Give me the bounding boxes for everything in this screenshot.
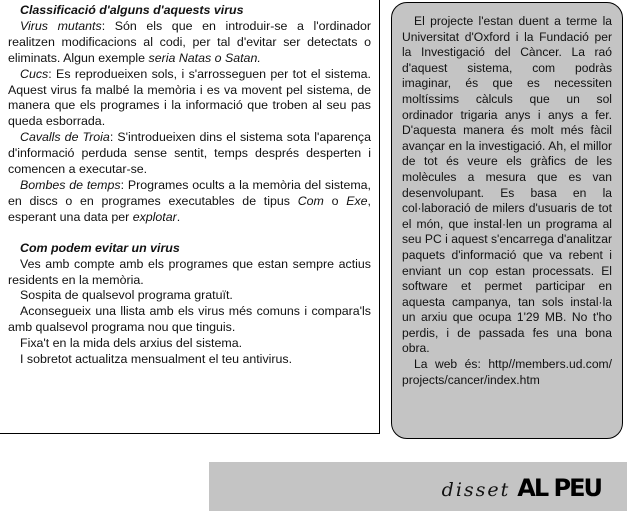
sidebar-paragraph: El projecte l'estan duent a terme la Universitat d'Oxford i la Fundació per la Investigació del Càncer. La raó d'aquest sistema, com podràs imaginar, és que es necessiten moltíssims càlculs que un sol ordinador trigaria anys i anys a fer. D'aquesta manera és molt més fàcil avançar en la investigació. Ah, el millor de tot és veure els gràfics de les molècules a mesura que es van desenvolupant. Es basa en la col·laboració de milers d'usuaris de tot el món, que instal·len un programa al seu PC i aquest s'encarrega d'analitzar paquets d'informació que va rebent i enviant un cop estan processats. El software et permet participar en aquesta campanya, tan sols instal·la un arxiu que ocupa 1'29 MB. No t'ho perdis, i de passada fes una bona obra. bbox=[402, 14, 612, 356]
examples-virus-mutants: seria Natas o Satan. bbox=[148, 50, 261, 65]
tip-item: Aconsegueix una llista amb els virus més comuns i compara'ls amb qualsevol programa nou que tinguis. bbox=[8, 304, 371, 335]
text-virus-mutants: : Són els que en introduir-se a l'ordinador realitzen modificacions al codi, per tal d'evitar ser detectats o eliminats. Algun exemple bbox=[8, 18, 371, 65]
term-exe: Exe bbox=[346, 193, 368, 208]
section-heading-prevention: Com podem evitar un virus bbox=[20, 240, 180, 255]
term-explotar: explotar bbox=[132, 209, 177, 224]
text-cucs: : Es reprodueixen sols, i s'arrosseguen per tot el sistema. Aquest virus fa malbé la memòria i es va movent pel sistema, de manera que els programes i la informació que troben al seu pas queda esborrada. bbox=[8, 66, 371, 129]
paragraph-cavalls-de-troia bbox=[8, 130, 371, 178]
text-bombes-end: . bbox=[176, 209, 181, 224]
term-bombes-de-temps: Bombes de temps bbox=[20, 177, 121, 192]
section-name: AL PEU bbox=[517, 474, 601, 502]
tip-item: Ves amb compte amb els programes que estan sempre actius residents en la memòria. bbox=[8, 256, 371, 287]
text-bombes-2: , esperant una data per bbox=[8, 193, 371, 224]
term-cucs: Cucs bbox=[20, 66, 49, 81]
paragraph-cucs bbox=[8, 67, 371, 131]
footer-band bbox=[209, 462, 627, 511]
paragraph-virus-mutants bbox=[8, 19, 371, 67]
text-bombes-o: o bbox=[323, 193, 347, 208]
footer-page-label bbox=[442, 474, 601, 502]
term-cavalls-de-troia: Cavalls de Troia bbox=[20, 130, 110, 145]
text-bombes-1: : Programes ocults a la memòria del sistema, en discs o en programes executables de tipus bbox=[8, 177, 372, 208]
term-com: Com bbox=[297, 193, 324, 208]
tip-item: Fixa't en la mida dels arxius del sistema. bbox=[20, 336, 243, 351]
section-heading-classification: Classificació d'alguns d'aquests virus bbox=[20, 3, 244, 17]
paragraph-bombes-de-temps bbox=[8, 178, 371, 226]
tip-item: I sobretot actualitza mensualment el teu antivirus. bbox=[20, 352, 293, 367]
sidebar-web-address: La web és: http//members.ud.com/ projects/cancer/index.htm bbox=[402, 357, 612, 387]
text-cavalls-de-troia: : S'introdueixen dins el sistema sota l'aparença d'informació perduda sense sentit, temps després desperten i comencen a executar-se. bbox=[8, 130, 371, 177]
term-virus-mutants: Virus mutants bbox=[20, 18, 102, 33]
tip-item: Sospita de qualsevol programa gratuït. bbox=[20, 288, 233, 303]
page-number: disset bbox=[441, 479, 511, 501]
sidebar-box bbox=[391, 2, 623, 439]
